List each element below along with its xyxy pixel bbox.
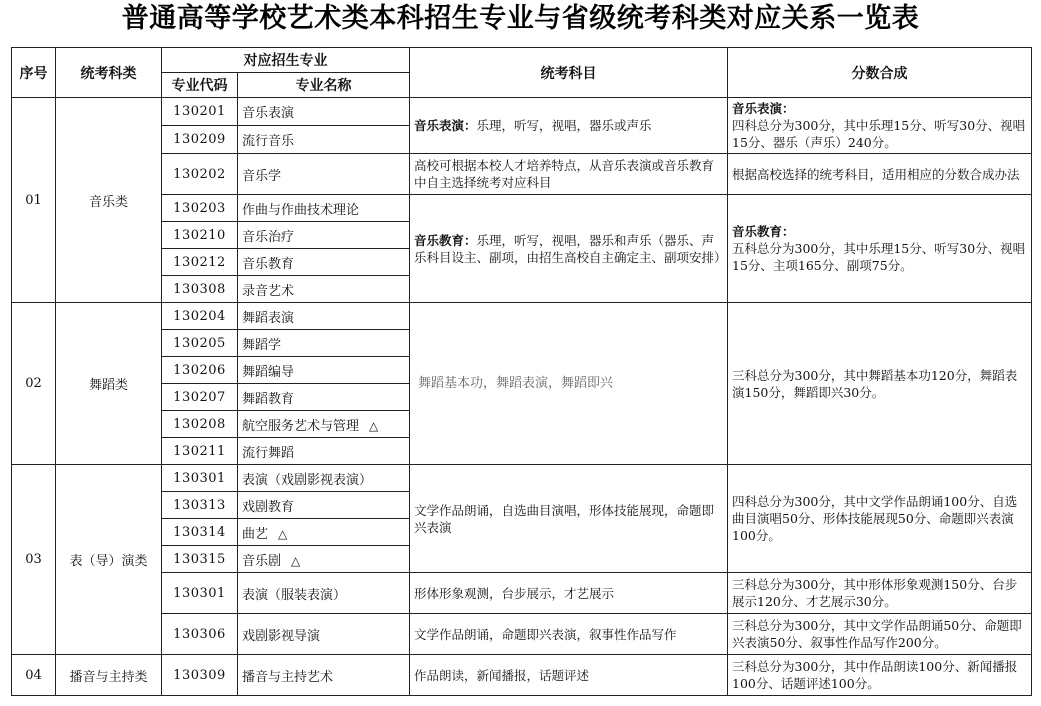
code-cell: 130210 <box>162 222 238 249</box>
name-cell: 音乐治疗 <box>238 222 410 249</box>
table-row <box>12 98 1032 126</box>
score-cell: 三科总分为300分，其中形体形象观测150分、台步展示120分、才艺展示30分。 <box>728 573 1032 614</box>
table-row <box>12 573 1032 614</box>
table-row <box>12 465 1032 492</box>
name-cell: 作曲与作曲技术理论 <box>238 195 410 222</box>
score-cell: 三科总分为300分，其中作品朗读100分、新闻播报100分、话题评述100分。 <box>728 655 1032 696</box>
subjects-cell: 形体形象观测，台步展示，才艺展示 <box>410 573 728 614</box>
score-head: 音乐教育： <box>732 224 795 239</box>
code-cell: 130201 <box>162 98 238 126</box>
score-cell: 三科总分为300分，其中文学作品朗诵50分、命题即兴表演50分、叙事性作品写作200分。 <box>728 614 1032 655</box>
score-cell: 根据高校选择的统考科目，适用相应的分数合成办法 <box>728 154 1032 195</box>
code-cell: 130208 <box>162 411 238 438</box>
seq-cell: 01 <box>12 98 56 303</box>
name-cell: 舞蹈教育 <box>238 384 410 411</box>
name-cell: 音乐教育 <box>238 249 410 276</box>
score-cell: 三科总分为300分，其中舞蹈基本功120分，舞蹈表演150分，舞蹈即兴30分。 <box>728 303 1032 465</box>
subjects-cell: 文学作品朗诵，命题即兴表演，叙事性作品写作 <box>410 614 728 655</box>
name-cell: 流行音乐 <box>238 126 410 154</box>
name-cell: 录音艺术 <box>238 276 410 303</box>
subjects-cell: 文学作品朗诵，自选曲目演唱，形体技能展现，命题即兴表演 <box>410 465 728 573</box>
triangle-mark: △ <box>291 553 301 568</box>
name-cell <box>238 411 410 438</box>
name-cell: 流行舞蹈 <box>238 438 410 465</box>
triangle-mark: △ <box>369 418 379 433</box>
name-cell: 音乐学 <box>238 154 410 195</box>
subjects-cell: 舞蹈基本功，舞蹈表演，舞蹈即兴 <box>410 303 728 465</box>
category-cell: 音乐类 <box>56 98 162 303</box>
score-cell <box>728 98 1032 154</box>
category-cell: 舞蹈类 <box>56 303 162 465</box>
table-row <box>12 303 1032 330</box>
header-major-group: 对应招生专业 <box>162 48 410 73</box>
seq-cell: 02 <box>12 303 56 465</box>
code-cell: 130308 <box>162 276 238 303</box>
name-cell: 表演（服装表演） <box>238 573 410 614</box>
category-cell: 表（导）演类 <box>56 465 162 655</box>
score-text: 五科总分为300分，其中乐理15分、听写30分、视唱15分、主项165分、副项75分。 <box>732 241 1026 273</box>
name-cell <box>238 546 410 573</box>
code-cell: 130211 <box>162 438 238 465</box>
code-cell: 130314 <box>162 519 238 546</box>
table-row <box>12 614 1032 655</box>
name-cell: 播音与主持艺术 <box>238 655 410 696</box>
subjects-cell <box>410 195 728 303</box>
header-row <box>12 48 1032 73</box>
subjects-cell: 作品朗读，新闻播报，话题评述 <box>410 655 728 696</box>
name-cell: 表演（戏剧影视表演） <box>238 465 410 492</box>
header-subjects: 统考科目 <box>410 48 728 98</box>
name-cell: 音乐表演 <box>238 98 410 126</box>
subjects-text: 乐理，听写，视唱，器乐或声乐 <box>476 118 652 133</box>
table-row <box>12 154 1032 195</box>
score-text: 四科总分为300分，其中乐理15分、听写30分、视唱15分、器乐（声乐）240分。 <box>732 118 1026 150</box>
code-cell: 130313 <box>162 492 238 519</box>
code-cell: 130306 <box>162 614 238 655</box>
correspondence-table <box>11 47 1032 696</box>
name-cell: 戏剧影视导演 <box>238 614 410 655</box>
code-cell: 130212 <box>162 249 238 276</box>
major-name: 音乐剧 <box>242 553 282 569</box>
code-cell: 130315 <box>162 546 238 573</box>
major-name: 曲艺 <box>242 526 269 542</box>
code-cell: 130202 <box>162 154 238 195</box>
seq-cell: 03 <box>12 465 56 655</box>
major-name: 航空服务艺术与管理 <box>242 418 360 434</box>
code-cell: 130205 <box>162 330 238 357</box>
triangle-mark: △ <box>278 526 288 541</box>
seq-cell: 04 <box>12 655 56 696</box>
score-head: 音乐表演： <box>732 101 795 116</box>
header-category: 统考科类 <box>56 48 162 98</box>
code-cell: 130206 <box>162 357 238 384</box>
name-cell: 戏剧教育 <box>238 492 410 519</box>
name-cell <box>238 519 410 546</box>
header-score: 分数合成 <box>728 48 1032 98</box>
code-cell: 130301 <box>162 573 238 614</box>
subjects-cell <box>410 98 728 154</box>
name-cell: 舞蹈编导 <box>238 357 410 384</box>
subjects-cell: 高校可根据本校人才培养特点，从音乐表演或音乐教育中自主选择统考对应科目 <box>410 154 728 195</box>
header-name: 专业名称 <box>238 73 410 98</box>
code-cell: 130209 <box>162 126 238 154</box>
page-title: 普通高等学校艺术类本科招生专业与省级统考科类对应关系一览表 <box>121 3 920 34</box>
subjects-text: 乐理，听写，视唱，器乐和声乐（器乐、声乐科目设主、副项，由招生高校自主确定主、副项安排） <box>414 232 727 265</box>
code-cell: 130204 <box>162 303 238 330</box>
code-cell: 130301 <box>162 465 238 492</box>
code-cell: 130203 <box>162 195 238 222</box>
table-row <box>12 655 1032 696</box>
header-seq: 序号 <box>12 48 56 98</box>
subjects-head: 音乐教育： <box>414 232 477 248</box>
category-cell: 播音与主持类 <box>56 655 162 696</box>
code-cell: 130309 <box>162 655 238 696</box>
score-cell: 四科总分为300分，其中文学作品朗诵100分、自选曲目演唱50分、形体技能展现50分、命题即兴表演100分。 <box>728 465 1032 573</box>
table-row <box>12 195 1032 222</box>
score-cell <box>728 195 1032 303</box>
code-cell: 130207 <box>162 384 238 411</box>
subjects-head: 音乐表演： <box>414 118 477 133</box>
name-cell: 舞蹈学 <box>238 330 410 357</box>
header-code: 专业代码 <box>162 73 238 98</box>
name-cell: 舞蹈表演 <box>238 303 410 330</box>
